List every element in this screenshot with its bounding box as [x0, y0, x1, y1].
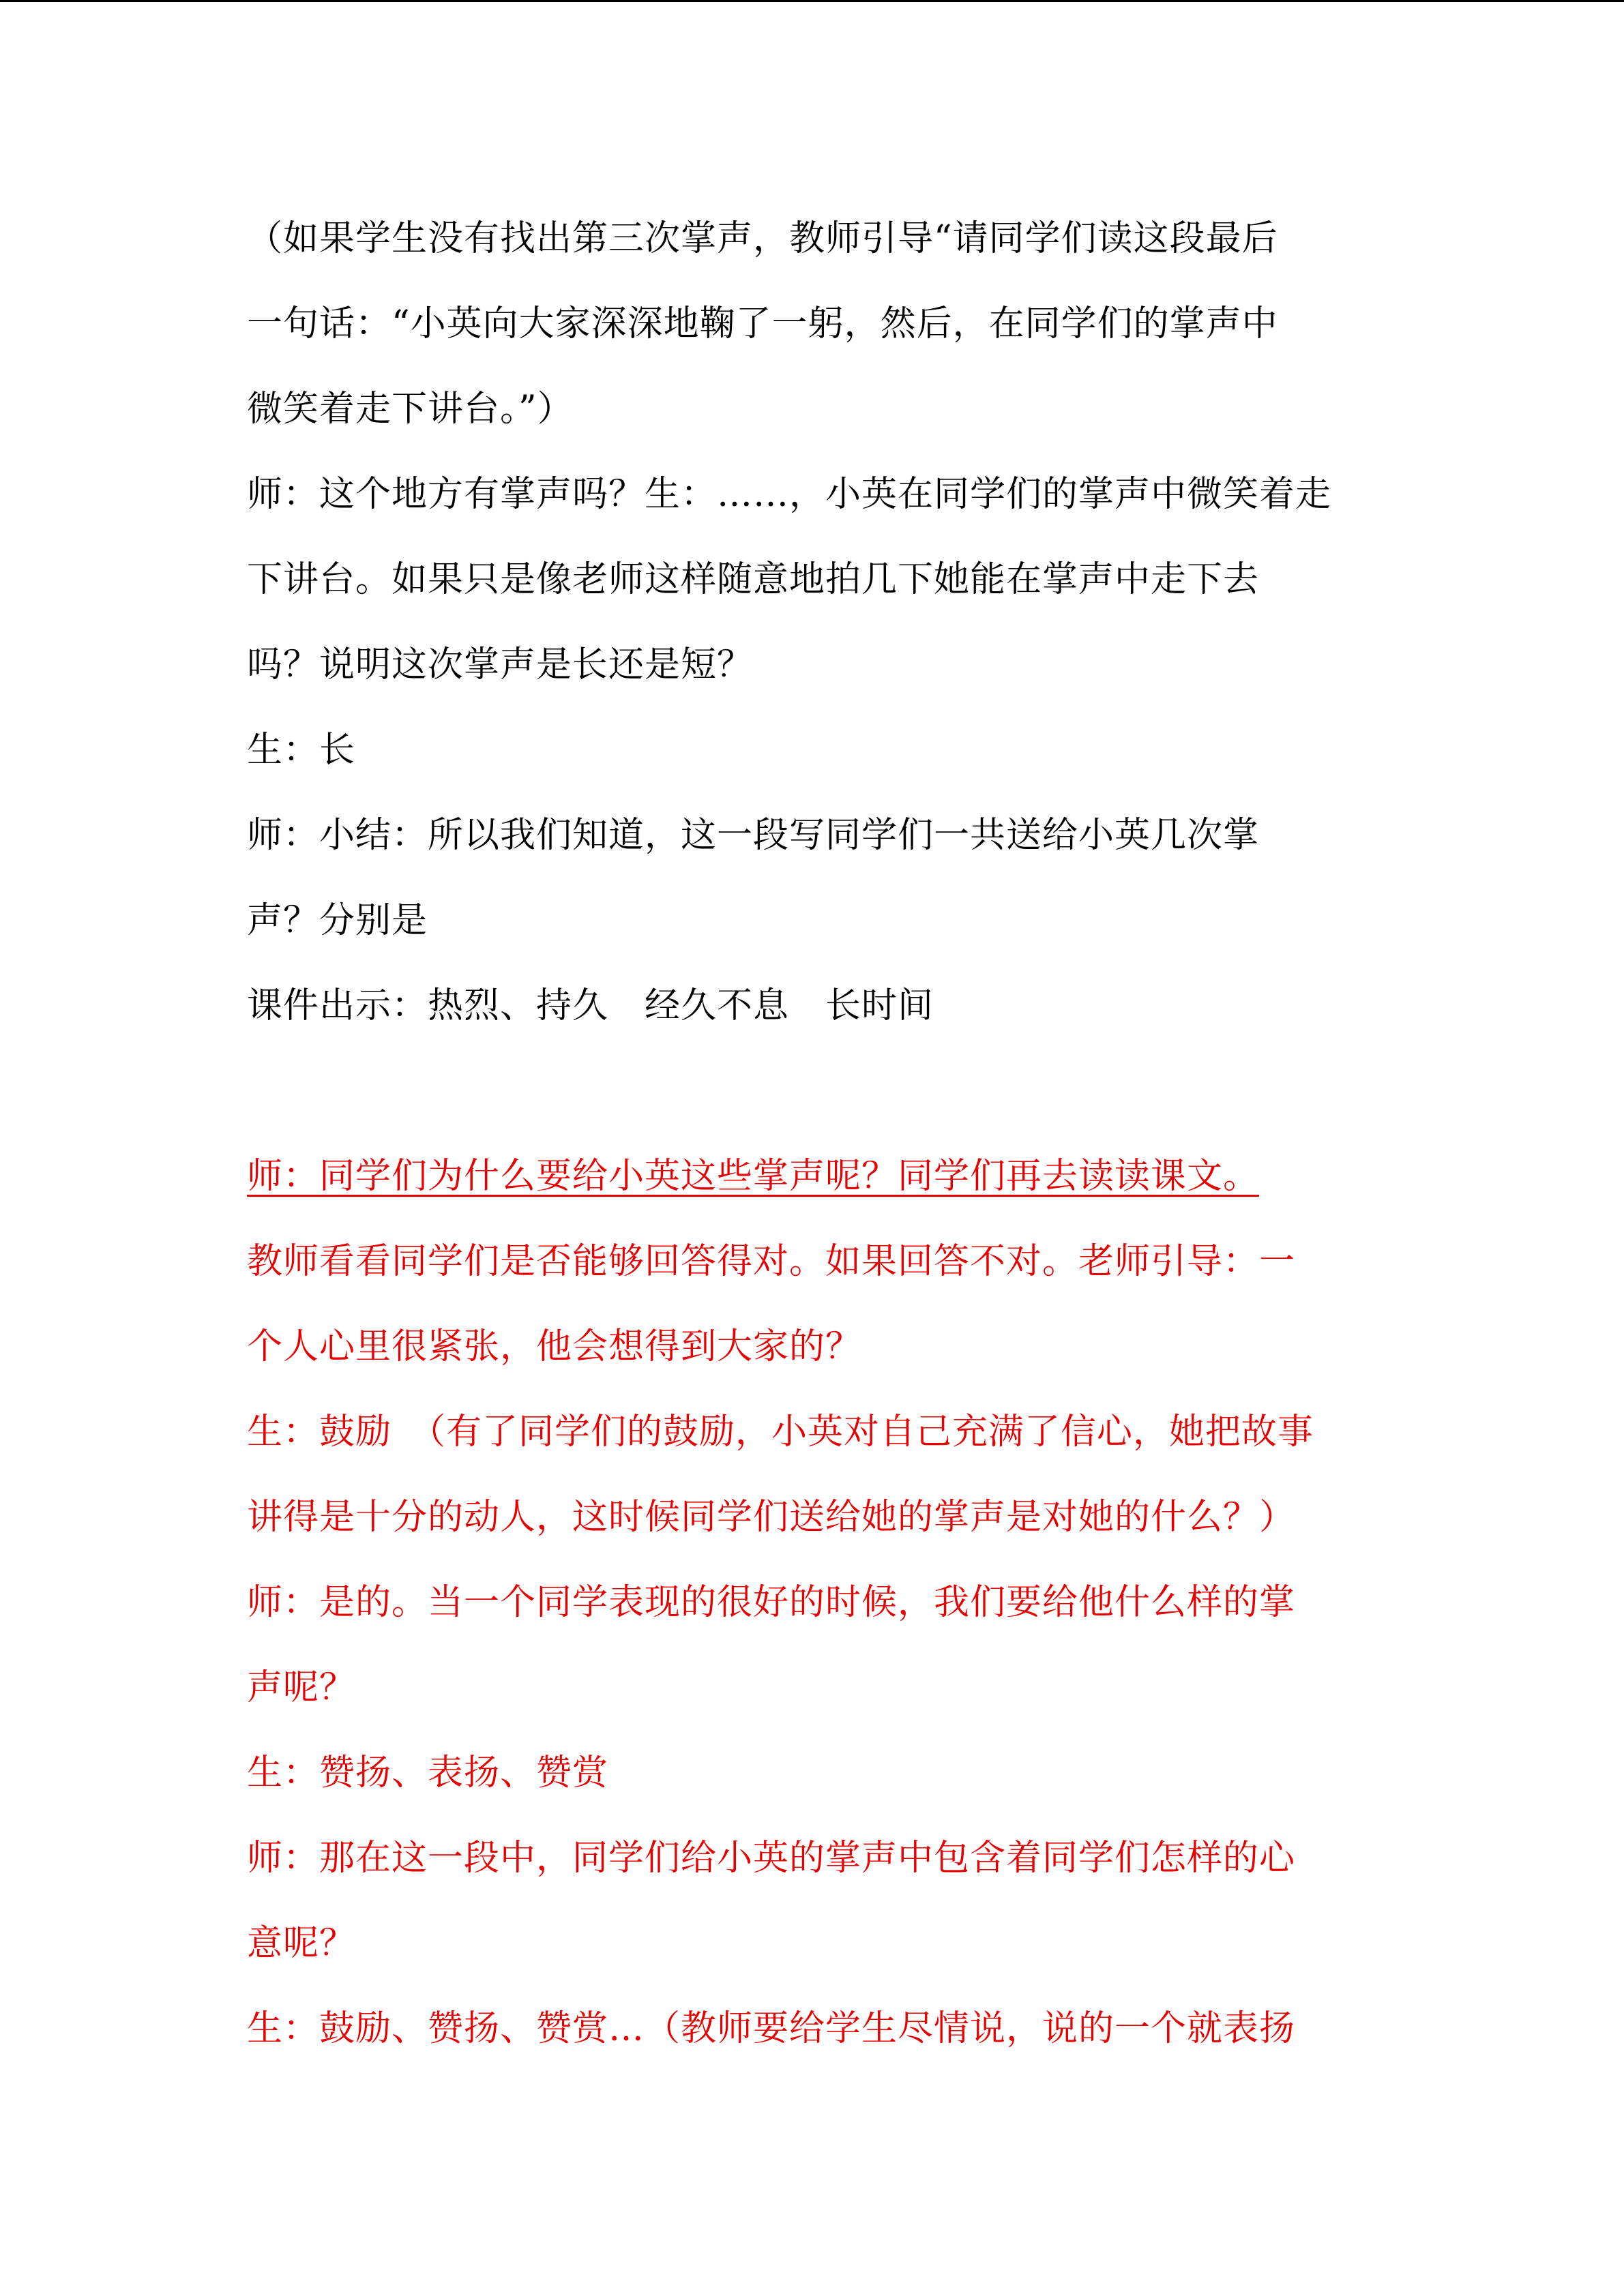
highlighted-text-line: 生：赞扬、表扬、赞赏 — [247, 1753, 609, 1793]
highlighted-text-line: 生：鼓励、赞扬、赞赏…（教师要给学生尽情说，说的一个就表扬 — [247, 2008, 1296, 2049]
text-line: （如果学生没有找出第三次掌声，教师引导“请同学们读这段最后 — [247, 218, 1278, 259]
highlighted-text-line: 个人心里很紧张，他会想得到大家的？ — [247, 1326, 862, 1367]
highlighted-question-line: 师：同学们为什么要给小英这些掌声呢？同学们再去读读课文。 — [247, 1156, 1260, 1197]
highlighted-text-line: 声呢？ — [247, 1667, 356, 1708]
text-line: 一句话：“小英向大家深深地鞠了一躬，然后，在同学们的掌声中 — [247, 303, 1278, 344]
highlighted-text-line: 生：鼓励 （有了同学们的鼓励，小英对自己充满了信心，她把故事 — [247, 1412, 1314, 1452]
highlighted-text-line: 教师看看同学们是否能够回答得对。如果回答不对。老师引导：一 — [247, 1241, 1296, 1282]
text-line: 师：小结：所以我们知道，这一段写同学们一共送给小英几次掌 — [247, 815, 1260, 856]
text-line: 师：这个地方有掌声吗？生：……，小英在同学们的掌声中微笑着走 — [247, 474, 1332, 515]
highlighted-text-line: 师：那在这一段中，同学们给小英的掌声中包含着同学们怎样的心 — [247, 1838, 1296, 1879]
text-line: 声？分别是 — [247, 900, 428, 941]
text-line: 课件出示：热烈、持久 经久不息 长时间 — [247, 985, 934, 1026]
highlighted-text-line: 讲得是十分的动人，这时候同学们送给她的掌声是对她的什么？） — [247, 1497, 1296, 1538]
text-line: 微笑着走下讲台。”） — [247, 389, 574, 430]
top-border-line — [0, 0, 1624, 2]
highlighted-text-line: 师：是的。当一个同学表现的很好的时候，我们要给他什么样的掌 — [247, 1582, 1296, 1623]
text-line: 生：长 — [247, 730, 356, 771]
text-line: 吗？说明这次掌声是长还是短？ — [247, 644, 754, 685]
highlighted-text-line: 意呢？ — [247, 1923, 356, 1964]
text-line: 下讲台。如果只是像老师这样随意地拍几下她能在掌声中走下去 — [247, 559, 1260, 600]
